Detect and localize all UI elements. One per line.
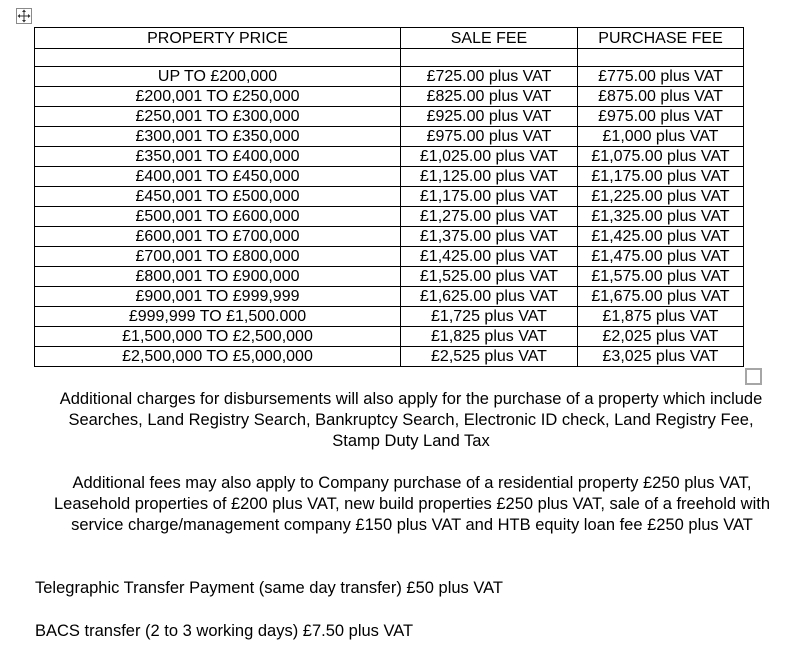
- sale-fee-cell: £1,425.00 plus VAT: [401, 247, 578, 267]
- sale-fee-cell: £1,375.00 plus VAT: [401, 227, 578, 247]
- end-of-row-marker: [745, 368, 762, 385]
- property-price-cell: UP TO £200,000: [35, 67, 401, 87]
- property-price-cell: £800,001 TO £900,000: [35, 267, 401, 287]
- table-row: [35, 267, 744, 287]
- bacs-transfer-paragraph: BACS transfer (2 to 3 working days) £7.50 plus VAT: [35, 622, 414, 640]
- purchase-fee-cell: £1,225.00 plus VAT: [578, 187, 744, 207]
- table-row: [35, 127, 744, 147]
- sale-fee-cell: £725.00 plus VAT: [401, 67, 578, 87]
- empty-cell: [35, 49, 401, 67]
- table-move-handle-icon[interactable]: [16, 8, 32, 24]
- table-row: [35, 207, 744, 227]
- purchase-fee-cell: £2,025 plus VAT: [578, 327, 744, 347]
- property-price-cell: £600,001 TO £700,000: [35, 227, 401, 247]
- purchase-fee-cell: £1,875 plus VAT: [578, 307, 744, 327]
- additional-fees-paragraph: Additional fees may also apply to Company purchase of a residential property £250 plus VAT, Leasehold properties of £200 plus VAT, new build properties £250 plus VAT, sale of a freehold with service charge/management company £150 plus VAT and HTB equity loan fee £250 plus VAT: [53, 474, 771, 534]
- property-price-cell: £300,001 TO £350,000: [35, 127, 401, 147]
- sale-fee-cell: £1,525.00 plus VAT: [401, 267, 578, 287]
- property-price-cell: £2,500,000 TO £5,000,000: [35, 347, 401, 367]
- sale-fee-cell: £1,825 plus VAT: [401, 327, 578, 347]
- property-price-cell: £500,001 TO £600,000: [35, 207, 401, 227]
- sale-fee-cell: £1,025.00 plus VAT: [401, 147, 578, 167]
- disbursements-paragraph: Additional charges for disbursements will also apply for the purchase of a property which include Searches, Land Registry Search, Bankruptcy Search, Electronic ID check, Land Registry Fee, Stamp Duty Land Tax: [59, 390, 763, 450]
- property-price-cell: £900,001 TO £999,999: [35, 287, 401, 307]
- sale-fee-cell: £925.00 plus VAT: [401, 107, 578, 127]
- table-empty-row: [35, 49, 744, 67]
- property-price-cell: £999,999 TO £1,500.000: [35, 307, 401, 327]
- purchase-fee-cell: £1,475.00 plus VAT: [578, 247, 744, 267]
- fee-table: [34, 27, 744, 367]
- purchase-fee-cell: £875.00 plus VAT: [578, 87, 744, 107]
- table-row: [35, 87, 744, 107]
- purchase-fee-cell: £1,000 plus VAT: [578, 127, 744, 147]
- purchase-fee-cell: £3,025 plus VAT: [578, 347, 744, 367]
- table-row: [35, 167, 744, 187]
- property-price-cell: £700,001 TO £800,000: [35, 247, 401, 267]
- table-row: [35, 307, 744, 327]
- property-price-cell: £400,001 TO £450,000: [35, 167, 401, 187]
- table-row: [35, 67, 744, 87]
- purchase-fee-cell: £975.00 plus VAT: [578, 107, 744, 127]
- telegraphic-transfer-paragraph: Telegraphic Transfer Payment (same day transfer) £50 plus VAT: [35, 579, 504, 597]
- table-row: [35, 287, 744, 307]
- purchase-fee-cell: £775.00 plus VAT: [578, 67, 744, 87]
- sale-fee-cell: £825.00 plus VAT: [401, 87, 578, 107]
- purchase-fee-cell: £1,425.00 plus VAT: [578, 227, 744, 247]
- property-price-cell: £450,001 TO £500,000: [35, 187, 401, 207]
- sale-fee-cell: £975.00 plus VAT: [401, 127, 578, 147]
- table-header-row: [35, 28, 744, 49]
- empty-cell: [578, 49, 744, 67]
- purchase-fee-cell: £1,075.00 plus VAT: [578, 147, 744, 167]
- table-row: [35, 347, 744, 367]
- property-price-cell: £350,001 TO £400,000: [35, 147, 401, 167]
- header-sale-fee: SALE FEE: [401, 28, 578, 49]
- property-price-cell: £200,001 TO £250,000: [35, 87, 401, 107]
- purchase-fee-cell: £1,175.00 plus VAT: [578, 167, 744, 187]
- sale-fee-cell: £1,625.00 plus VAT: [401, 287, 578, 307]
- table-row: [35, 247, 744, 267]
- table-row: [35, 147, 744, 167]
- sale-fee-cell: £2,525 plus VAT: [401, 347, 578, 367]
- purchase-fee-cell: £1,325.00 plus VAT: [578, 207, 744, 227]
- sale-fee-cell: £1,175.00 plus VAT: [401, 187, 578, 207]
- table-row: [35, 327, 744, 347]
- property-price-cell: £1,500,000 TO £2,500,000: [35, 327, 401, 347]
- table-row: [35, 227, 744, 247]
- empty-cell: [401, 49, 578, 67]
- table-row: [35, 187, 744, 207]
- purchase-fee-cell: £1,675.00 plus VAT: [578, 287, 744, 307]
- sale-fee-cell: £1,725 plus VAT: [401, 307, 578, 327]
- purchase-fee-cell: £1,575.00 plus VAT: [578, 267, 744, 287]
- sale-fee-cell: £1,125.00 plus VAT: [401, 167, 578, 187]
- sale-fee-cell: £1,275.00 plus VAT: [401, 207, 578, 227]
- table-row: [35, 107, 744, 127]
- property-price-cell: £250,001 TO £300,000: [35, 107, 401, 127]
- header-property-price: PROPERTY PRICE: [35, 28, 401, 49]
- header-purchase-fee: PURCHASE FEE: [578, 28, 744, 49]
